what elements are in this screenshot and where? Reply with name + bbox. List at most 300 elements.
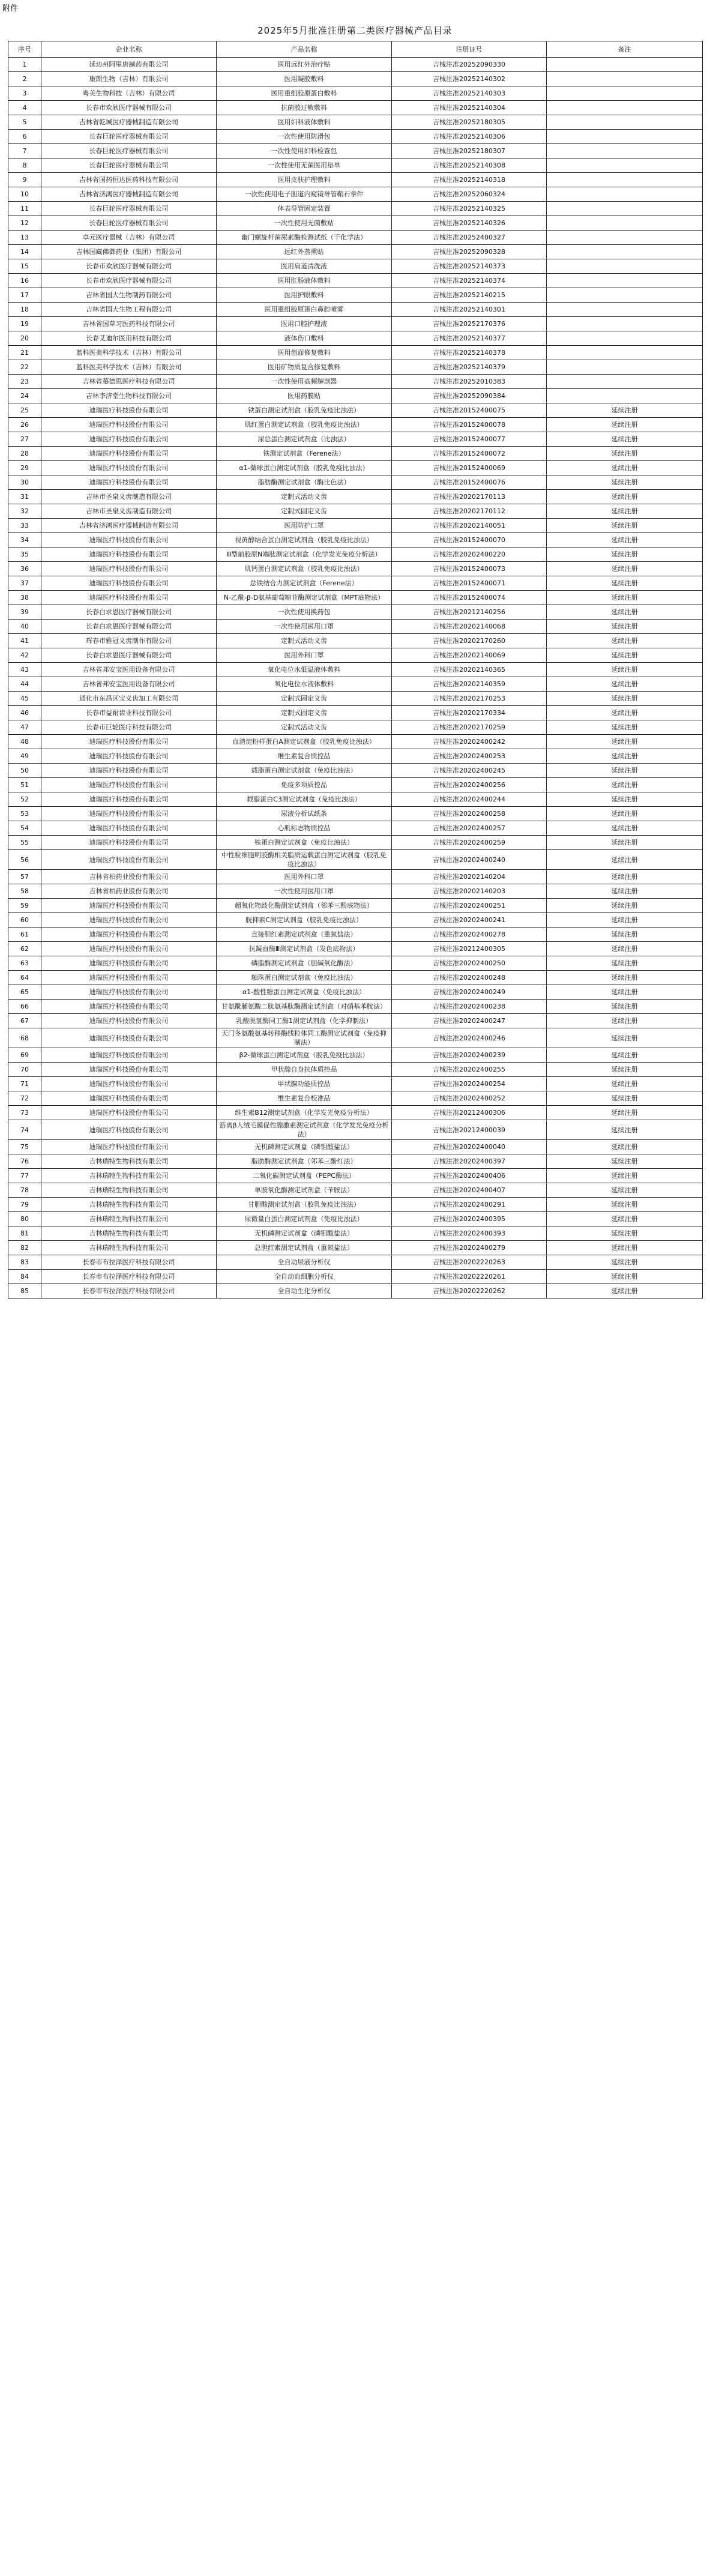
cell-serial: 65 (8, 985, 41, 1000)
table-row (8, 634, 703, 648)
cell-remark: 延续注册 (547, 928, 703, 942)
cell-company: 迪瑞医疗科技股份有限公司 (41, 1028, 217, 1048)
cell-remark: 延续注册 (547, 1120, 703, 1140)
cell-product: 医用妇科液体敷料 (217, 115, 392, 130)
cell-company: 吉林省慕德思医疗科技有限公司 (41, 375, 217, 389)
cell-company: 吉林省国大生物制药有限公司 (41, 288, 217, 303)
cell-remark: 延续注册 (547, 1198, 703, 1212)
cell-remark: 延续注册 (547, 1048, 703, 1063)
cell-registration: 吉械注准20202400220 (392, 547, 547, 562)
cell-product: 氧化电位水液体敷料 (217, 677, 392, 692)
cell-registration: 吉械注准20252140215 (392, 288, 547, 303)
cell-company: 卓元医疗器械（吉林）有限公司 (41, 231, 217, 245)
cell-remark: 延续注册 (547, 1241, 703, 1255)
cell-company: 长春市布拉泽医疗科技有限公司 (41, 1270, 217, 1284)
cell-product: 体表导管固定装置 (217, 202, 392, 216)
cell-product: 尿液分析试纸条 (217, 807, 392, 821)
cell-serial: 61 (8, 928, 41, 942)
table-row (8, 475, 703, 490)
cell-company: 迪瑞医疗科技股份有限公司 (41, 764, 217, 778)
cell-product: 总铁结合力测定试剂盒（Ferene法） (217, 576, 392, 591)
table-row (8, 1091, 703, 1106)
attachment-label: 附件 (2, 4, 19, 13)
table-row (8, 375, 703, 389)
cell-company: 吉林瑞特生物科技有限公司 (41, 1183, 217, 1198)
cell-remark: 延续注册 (547, 1140, 703, 1154)
cell-serial: 40 (8, 620, 41, 634)
table-row (8, 389, 703, 403)
cell-registration: 吉械注准20202400245 (392, 764, 547, 778)
cell-company: 迪瑞医疗科技股份有限公司 (41, 475, 217, 490)
cell-registration: 吉械注准20202400241 (392, 913, 547, 928)
cell-serial: 69 (8, 1048, 41, 1063)
table-row (8, 86, 703, 101)
table-row (8, 884, 703, 899)
cell-product: 无机磷测定试剂盒（磷钼酸盐法） (217, 1226, 392, 1241)
cell-serial: 10 (8, 187, 41, 202)
cell-product: 免疫多项质控品 (217, 778, 392, 792)
cell-registration: 吉械注准20202170334 (392, 706, 547, 720)
cell-product: 医用远红外治疗贴 (217, 58, 392, 72)
cell-remark (547, 231, 703, 245)
cell-product: β2-微球蛋白测定试剂盒（胶乳免疫比浊法） (217, 1048, 392, 1063)
cell-company: 吉林省柏药业股份有限公司 (41, 884, 217, 899)
cell-company: 延边州阿里唐制药有限公司 (41, 58, 217, 72)
cell-remark (547, 375, 703, 389)
cell-registration: 吉械注准20212400306 (392, 1106, 547, 1120)
cell-remark (547, 216, 703, 231)
cell-company: 吉林瑞特生物科技有限公司 (41, 1226, 217, 1241)
table-row (8, 360, 703, 375)
cell-company: 吉林瑞特生物科技有限公司 (41, 1241, 217, 1255)
header-serial: 序号 (8, 41, 41, 58)
cell-registration: 吉械注准20202170112 (392, 504, 547, 519)
cell-serial: 71 (8, 1077, 41, 1091)
cell-product: 一次性使用医用口罩 (217, 884, 392, 899)
cell-serial: 26 (8, 418, 41, 432)
cell-company: 迪瑞医疗科技股份有限公司 (41, 807, 217, 821)
cell-company: 迪瑞医疗科技股份有限公司 (41, 533, 217, 547)
table-row (8, 985, 703, 1000)
cell-serial: 23 (8, 375, 41, 389)
cell-registration: 吉械注准20202400238 (392, 1000, 547, 1014)
cell-product: 维生素复合质控品 (217, 749, 392, 764)
cell-company: 迪瑞医疗科技股份有限公司 (41, 1063, 217, 1077)
cell-product: 胱抑素C测定试剂盒（胶乳免疫比浊法） (217, 913, 392, 928)
cell-remark (547, 346, 703, 360)
cell-serial: 54 (8, 821, 41, 836)
cell-company: 迪瑞医疗科技股份有限公司 (41, 836, 217, 850)
cell-serial: 68 (8, 1028, 41, 1048)
cell-product: 尿微量白蛋白测定试剂盒（免疫比浊法） (217, 1212, 392, 1226)
table-row (8, 231, 703, 245)
cell-serial: 51 (8, 778, 41, 792)
cell-company: 珲春市雅冠义齿制作有限公司 (41, 634, 217, 648)
cell-remark: 延续注册 (547, 576, 703, 591)
cell-product: 医用肩道清洗液 (217, 259, 392, 274)
cell-product: 定制式固定义齿 (217, 706, 392, 720)
cell-registration: 吉械注准20202170259 (392, 720, 547, 735)
cell-registration: 吉械注准20152400074 (392, 591, 547, 605)
cell-remark: 延续注册 (547, 706, 703, 720)
cell-registration: 吉械注准20152400070 (392, 533, 547, 547)
cell-registration: 吉械注准20252180307 (392, 144, 547, 158)
cell-product: Ⅲ型前胶原N端肽测定试剂盒（化学发光免疫分析法） (217, 547, 392, 562)
cell-company: 长春市布拉泽医疗科技有限公司 (41, 1255, 217, 1270)
cell-serial: 47 (8, 720, 41, 735)
table-row (8, 173, 703, 187)
cell-company: 长春巨轮医疗器械有限公司 (41, 216, 217, 231)
cell-product: 抗菌胶过敏敷料 (217, 101, 392, 115)
cell-serial: 20 (8, 331, 41, 346)
cell-company: 迪瑞医疗科技股份有限公司 (41, 1048, 217, 1063)
cell-serial: 3 (8, 86, 41, 101)
cell-serial: 53 (8, 807, 41, 821)
cell-registration: 吉械注准20202400040 (392, 1140, 547, 1154)
cell-company: 吉林省济鸿医疗器械制造有限公司 (41, 519, 217, 533)
cell-remark: 延续注册 (547, 1077, 703, 1091)
cell-registration: 吉械注准20202220263 (392, 1255, 547, 1270)
cell-company: 迪瑞医疗科技股份有限公司 (41, 562, 217, 576)
cell-product: 铁测定试剂盒（Ferene法） (217, 447, 392, 461)
cell-remark: 延续注册 (547, 913, 703, 928)
cell-remark: 延续注册 (547, 1226, 703, 1241)
cell-company: 吉林省济鸿医疗器械制造有限公司 (41, 187, 217, 202)
cell-registration: 吉械注准20202400407 (392, 1183, 547, 1198)
cell-product: 定制式活动义齿 (217, 634, 392, 648)
cell-company: 长春巨轮医疗器械有限公司 (41, 202, 217, 216)
cell-company: 迪瑞医疗科技股份有限公司 (41, 447, 217, 461)
cell-registration: 吉械注准20202400259 (392, 836, 547, 850)
table-row (8, 899, 703, 913)
cell-remark (547, 72, 703, 86)
cell-serial: 6 (8, 130, 41, 144)
table-row (8, 620, 703, 634)
cell-company: 吉林省乾城医疗器械制造有限公司 (41, 115, 217, 130)
cell-remark: 延续注册 (547, 1183, 703, 1198)
cell-product: 甲状腺功能质控品 (217, 1077, 392, 1091)
cell-registration: 吉械注准20252140373 (392, 259, 547, 274)
cell-company: 吉林省柏药业股份有限公司 (41, 870, 217, 884)
table-row (8, 1169, 703, 1183)
cell-registration: 吉械注准20202400249 (392, 985, 547, 1000)
table-row (8, 692, 703, 706)
table-row (8, 418, 703, 432)
cell-product: 定制式活动义齿 (217, 720, 392, 735)
table-row (8, 1014, 703, 1028)
table-row (8, 778, 703, 792)
cell-registration: 吉械注准20252140374 (392, 274, 547, 288)
cell-product: 尿总蛋白测定试剂盒（比浊法） (217, 432, 392, 447)
cell-registration: 吉械注准20202140203 (392, 884, 547, 899)
cell-registration: 吉械注准20152400076 (392, 475, 547, 490)
cell-remark: 延续注册 (547, 1000, 703, 1014)
cell-serial: 16 (8, 274, 41, 288)
table-header-row (8, 41, 703, 58)
cell-product: 超氧化物歧化酶测定试剂盒（邻苯三酚底物法） (217, 899, 392, 913)
cell-product: 无机磷测定试剂盒（磷钼酸盐法） (217, 1140, 392, 1154)
cell-serial: 50 (8, 764, 41, 778)
cell-company: 迪瑞医疗科技股份有限公司 (41, 971, 217, 985)
cell-company: 迪瑞医疗科技股份有限公司 (41, 1106, 217, 1120)
table-row (8, 1255, 703, 1270)
cell-company: 吉林瑞特生物科技有限公司 (41, 1154, 217, 1169)
cell-remark: 延续注册 (547, 504, 703, 519)
table-row (8, 663, 703, 677)
table-row (8, 591, 703, 605)
cell-registration: 吉械注准20202400242 (392, 735, 547, 749)
product-table (8, 41, 703, 1299)
cell-product: 维生素复合校准品 (217, 1091, 392, 1106)
cell-registration: 吉械注准20202400406 (392, 1169, 547, 1183)
cell-serial: 80 (8, 1212, 41, 1226)
cell-product: 直接胆红素测定试剂盒（重氮盐法） (217, 928, 392, 942)
cell-company: 迪瑞医疗科技股份有限公司 (41, 928, 217, 942)
cell-product: 医用护眼敷料 (217, 288, 392, 303)
cell-company: 迪瑞医疗科技股份有限公司 (41, 403, 217, 418)
cell-serial: 29 (8, 461, 41, 475)
cell-remark (547, 245, 703, 259)
cell-registration: 吉械注准20252180305 (392, 115, 547, 130)
table-row (8, 1284, 703, 1299)
cell-serial: 38 (8, 591, 41, 605)
cell-serial: 48 (8, 735, 41, 749)
cell-registration: 吉械注准20202400258 (392, 807, 547, 821)
cell-product: 医用口腔护理液 (217, 317, 392, 331)
cell-product: 医用重组胶原蛋白敷料 (217, 86, 392, 101)
table-row (8, 490, 703, 504)
table-row (8, 216, 703, 231)
cell-registration: 吉械注准20202140359 (392, 677, 547, 692)
cell-company: 迪瑞医疗科技股份有限公司 (41, 418, 217, 432)
table-row (8, 807, 703, 821)
cell-company: 迪瑞医疗科技股份有限公司 (41, 778, 217, 792)
cell-product: 铁蛋白测定试剂盒（胶乳免疫比浊法） (217, 403, 392, 418)
cell-product: 载脂蛋白测定试剂盒（免疫比浊法） (217, 764, 392, 778)
cell-company: 长春巨轮医疗器械有限公司 (41, 144, 217, 158)
table-row (8, 821, 703, 836)
table-row (8, 432, 703, 447)
cell-registration: 吉械注准20252140303 (392, 86, 547, 101)
table-row (8, 317, 703, 331)
cell-registration: 吉械注准20252140326 (392, 216, 547, 231)
cell-serial: 42 (8, 648, 41, 663)
cell-serial: 76 (8, 1154, 41, 1169)
cell-serial: 13 (8, 231, 41, 245)
cell-product: 医用创面修复敷料 (217, 346, 392, 360)
cell-remark: 延续注册 (547, 778, 703, 792)
table-body (8, 58, 703, 1299)
cell-serial: 79 (8, 1198, 41, 1212)
cell-company: 迪瑞医疗科技股份有限公司 (41, 1140, 217, 1154)
table-row (8, 749, 703, 764)
table-row (8, 1212, 703, 1226)
cell-company: 吉林瑞特生物科技有限公司 (41, 1212, 217, 1226)
cell-registration: 吉械注准20152400078 (392, 418, 547, 432)
cell-registration: 吉械注准20202400255 (392, 1063, 547, 1077)
cell-remark: 延续注册 (547, 490, 703, 504)
cell-company: 迪瑞医疗科技股份有限公司 (41, 1014, 217, 1028)
cell-remark (547, 158, 703, 173)
cell-product: 铁蛋白测定试剂盒（免疫比浊法） (217, 836, 392, 850)
cell-company: 长春白求恩医疗器械有限公司 (41, 620, 217, 634)
cell-registration: 吉械注准20252170376 (392, 317, 547, 331)
cell-company: 长春白求恩医疗器械有限公司 (41, 605, 217, 620)
cell-registration: 吉械注准20252140301 (392, 303, 547, 317)
cell-registration: 吉械注准20252140304 (392, 101, 547, 115)
cell-registration: 吉械注准20202400239 (392, 1048, 547, 1063)
cell-product: 一次性使用妇科检查包 (217, 144, 392, 158)
cell-product: 磷脂酶测定试剂盒（胆碱氧化酶法） (217, 956, 392, 971)
cell-remark: 延续注册 (547, 1212, 703, 1226)
cell-registration: 吉械注准20202140051 (392, 519, 547, 533)
table-row (8, 605, 703, 620)
table-row (8, 1183, 703, 1198)
table-row (8, 720, 703, 735)
table-row (8, 836, 703, 850)
table-row (8, 764, 703, 778)
table-row (8, 101, 703, 115)
cell-serial: 49 (8, 749, 41, 764)
cell-serial: 12 (8, 216, 41, 231)
cell-serial: 34 (8, 533, 41, 547)
cell-registration: 吉械注准20202170113 (392, 490, 547, 504)
cell-company: 蓝科医美科学技术（吉林）有限公司 (41, 360, 217, 375)
cell-product: 游离β人绒毛膜促性腺激素测定试剂盒（化学发光免疫分析法） (217, 1120, 392, 1140)
table-row (8, 1198, 703, 1212)
table-row (8, 202, 703, 216)
cell-serial: 58 (8, 884, 41, 899)
cell-company: 吉林国藏佛御药业（集团）有限公司 (41, 245, 217, 259)
cell-serial: 37 (8, 576, 41, 591)
table-row (8, 288, 703, 303)
table-row (8, 913, 703, 928)
cell-product: 肌钙蛋白测定试剂盒（胶乳免疫比浊法） (217, 562, 392, 576)
cell-serial: 43 (8, 663, 41, 677)
cell-remark: 延续注册 (547, 432, 703, 447)
cell-serial: 15 (8, 259, 41, 274)
cell-remark: 延续注册 (547, 942, 703, 956)
cell-remark: 延续注册 (547, 899, 703, 913)
cell-company: 吉林李济堂生物科技有限公司 (41, 389, 217, 403)
cell-serial: 44 (8, 677, 41, 692)
header-remark: 备注 (547, 41, 703, 58)
cell-company: 迪瑞医疗科技股份有限公司 (41, 1000, 217, 1014)
cell-registration: 吉械注准20212400305 (392, 942, 547, 956)
cell-remark: 延续注册 (547, 985, 703, 1000)
cell-registration: 吉械注准20202400397 (392, 1154, 547, 1169)
cell-serial: 2 (8, 72, 41, 86)
cell-registration: 吉械注准20252090328 (392, 245, 547, 259)
cell-product: 血清淀粉样蛋白A测定试剂盒（胶乳免疫比浊法） (217, 735, 392, 749)
cell-product: 定制式固定义齿 (217, 504, 392, 519)
cell-remark: 延续注册 (547, 418, 703, 432)
cell-registration: 吉械注准20152400077 (392, 432, 547, 447)
cell-serial: 77 (8, 1169, 41, 1183)
table-row (8, 971, 703, 985)
cell-remark (547, 317, 703, 331)
cell-serial: 60 (8, 913, 41, 928)
cell-product: 全自动血细胞分析仪 (217, 1270, 392, 1284)
cell-company: 迪瑞医疗科技股份有限公司 (41, 461, 217, 475)
cell-company: 长春市巨轮医疗科技有限公司 (41, 720, 217, 735)
cell-company: 通化市东昌区宝义齿加工有限公司 (41, 692, 217, 706)
cell-remark: 延续注册 (547, 956, 703, 971)
cell-product: 定制式活动义齿 (217, 490, 392, 504)
cell-serial: 28 (8, 447, 41, 461)
cell-product: 甲状腺自身抗体质控品 (217, 1063, 392, 1077)
cell-remark: 延续注册 (547, 648, 703, 663)
cell-registration: 吉械注准20212400039 (392, 1120, 547, 1140)
cell-serial: 55 (8, 836, 41, 850)
cell-remark: 延续注册 (547, 764, 703, 778)
cell-serial: 9 (8, 173, 41, 187)
cell-company: 长春巨轮医疗器械有限公司 (41, 130, 217, 144)
table-row (8, 1063, 703, 1077)
cell-registration: 吉械注准20202400252 (392, 1091, 547, 1106)
cell-remark: 延续注册 (547, 547, 703, 562)
cell-registration: 吉械注准20202400246 (392, 1028, 547, 1048)
cell-remark: 延续注册 (547, 461, 703, 475)
table-row (8, 519, 703, 533)
cell-serial: 67 (8, 1014, 41, 1028)
cell-company: 长春白求恩医疗器械有限公司 (41, 648, 217, 663)
table-row (8, 274, 703, 288)
cell-product: 医用外科口罩 (217, 648, 392, 663)
table-row (8, 956, 703, 971)
cell-remark: 延续注册 (547, 1106, 703, 1120)
cell-remark: 延续注册 (547, 1028, 703, 1048)
cell-product: 医用肛肠液体敷料 (217, 274, 392, 288)
cell-company: 吉林瑞特生物科技有限公司 (41, 1169, 217, 1183)
cell-remark: 延续注册 (547, 634, 703, 648)
cell-registration: 吉械注准20202170260 (392, 634, 547, 648)
cell-serial: 62 (8, 942, 41, 956)
cell-remark (547, 389, 703, 403)
cell-company: 吉林省国草习医药科技有限公司 (41, 317, 217, 331)
cell-serial: 72 (8, 1091, 41, 1106)
cell-serial: 81 (8, 1226, 41, 1241)
cell-product: 单胺氧化酶测定试剂盒（苄胺法） (217, 1183, 392, 1198)
cell-remark: 延续注册 (547, 1154, 703, 1169)
cell-serial: 4 (8, 101, 41, 115)
cell-product: 一次性使用医用口罩 (217, 620, 392, 634)
cell-serial: 46 (8, 706, 41, 720)
cell-registration: 吉械注准20152400071 (392, 576, 547, 591)
cell-company: 迪瑞医疗科技股份有限公司 (41, 547, 217, 562)
cell-company: 长春市益耐齿业科技有限公司 (41, 706, 217, 720)
cell-company: 迪瑞医疗科技股份有限公司 (41, 850, 217, 870)
cell-product: 维生素B12测定试剂盒（化学发光免疫分析法） (217, 1106, 392, 1120)
cell-product: 医用药膜贴 (217, 389, 392, 403)
cell-serial: 78 (8, 1183, 41, 1198)
cell-remark: 延续注册 (547, 884, 703, 899)
cell-company: 迪瑞医疗科技股份有限公司 (41, 821, 217, 836)
cell-product: 一次性使用换药包 (217, 605, 392, 620)
cell-registration: 吉械注准20252010383 (392, 375, 547, 389)
cell-product: 液体伤口敷料 (217, 331, 392, 346)
cell-registration: 吉械注准20152400072 (392, 447, 547, 461)
cell-company: 迪瑞医疗科技股份有限公司 (41, 591, 217, 605)
cell-product: 一次性使用无菌医用垫单 (217, 158, 392, 173)
table-row (8, 331, 703, 346)
table-row (8, 870, 703, 884)
cell-company: 迪瑞医疗科技股份有限公司 (41, 1077, 217, 1091)
cell-remark (547, 288, 703, 303)
cell-registration: 吉械注准20202140204 (392, 870, 547, 884)
cell-registration: 吉械注准20252140379 (392, 360, 547, 375)
page-title: 2025年5月批准注册第二类医疗器械产品目录 (257, 25, 453, 36)
